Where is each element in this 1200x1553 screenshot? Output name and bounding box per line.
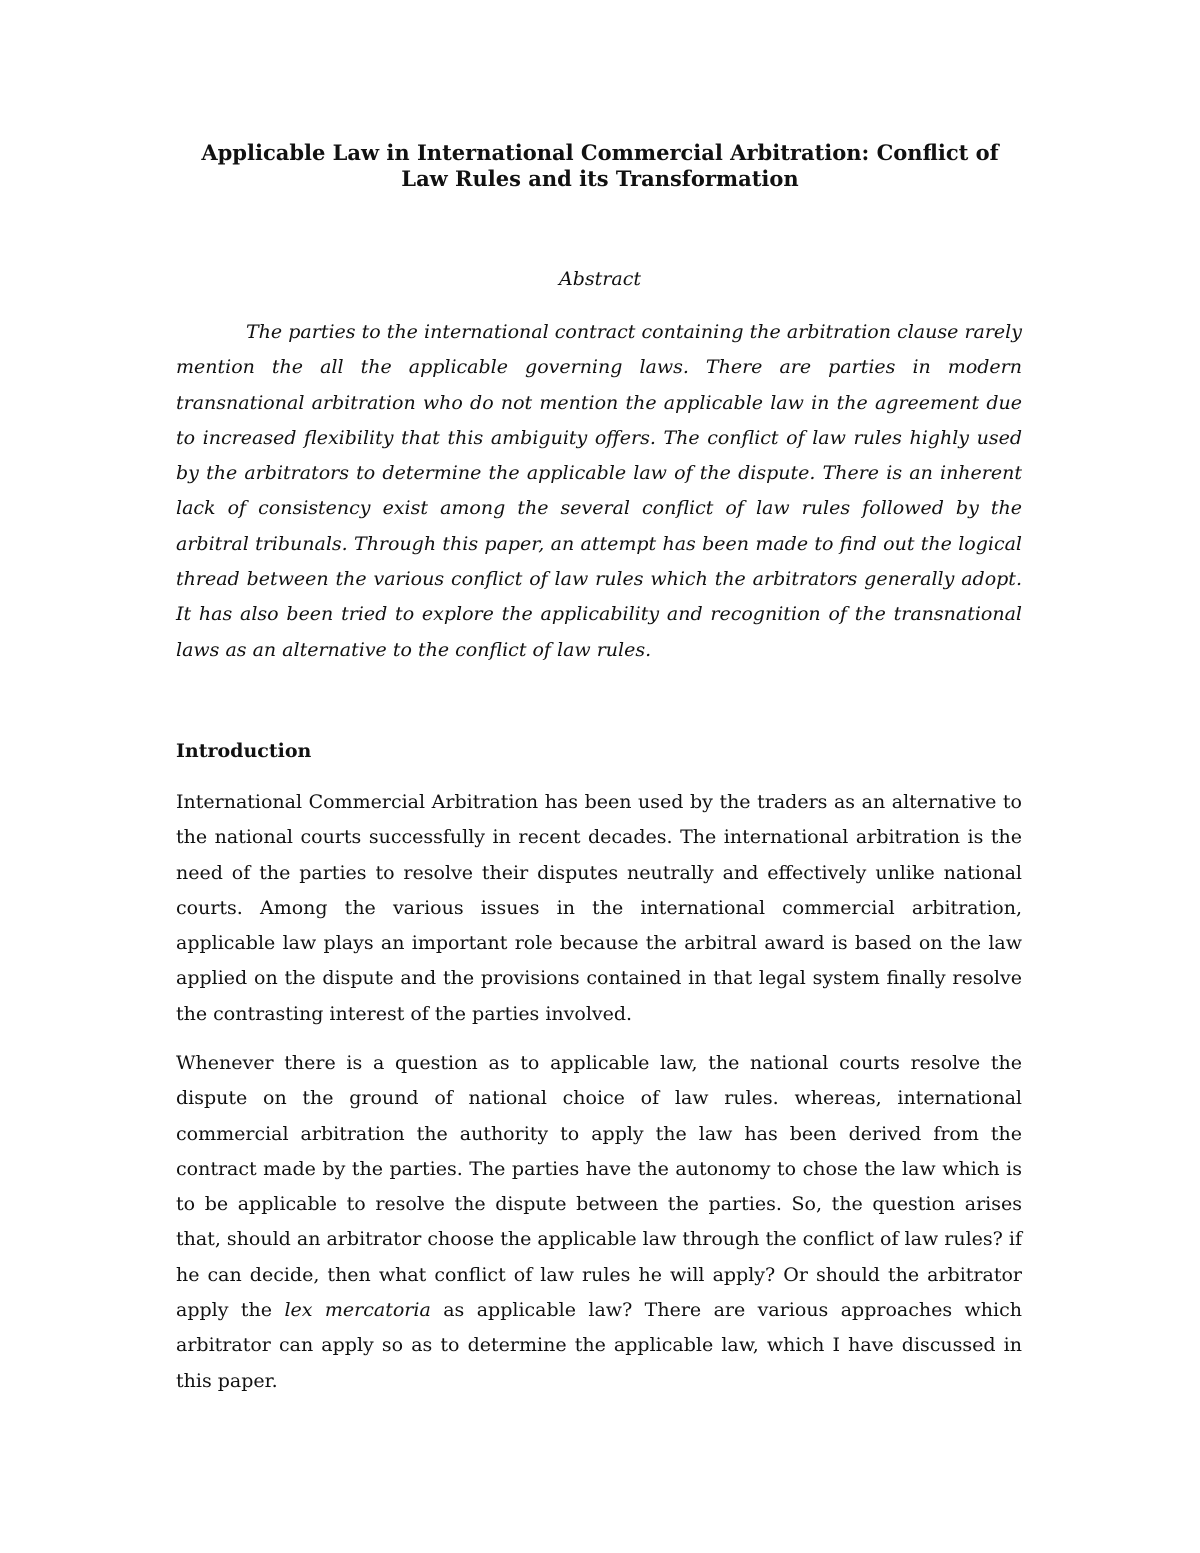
paper-title-line-2: Law Rules and its Transformation	[401, 166, 799, 191]
abstract-heading: Abstract	[559, 268, 641, 290]
lex-mercatoria-term: lex mercatoria	[284, 1299, 431, 1322]
paper-title	[150, 140, 1050, 192]
abstract-text: The parties to the international contract containing the arbitration clause rarely mention the all the applicable governing laws. There are parties in modern transnational arbitration who do not mention the applicable law in the agreement due to increased flexibility that this ambiguity offers. The conflict of law rules highly used by the arbitrators to determine the applicable law of the dispute. There is an inherent lack of consistency exist among the several conflict of law rules followed by the arbitral tribunals. Through this paper, an attempt has been made to find out the logical thread between the various conflict of law rules which the arbitrators generally adopt. It has also been tried to explore the applicability and recognition of the transnational laws as an alternative to the conflict of law rules.	[176, 321, 1022, 661]
paragraph-2-text-before: Whenever there is a question as to applicable law, the national courts resolve the dispute on the ground of national choice of law rules. whereas, international commercial arbitration the authority to apply the law has been derived from the contract made by the parties. The parties have the autonomy to chose the law which is to be applicable to resolve the dispute between the parties. So, the question arises that, should an arbitrator choose the applicable law through the conflict of law rules? if he can decide, then what conflict of law rules he will apply? Or should the arbitrator apply the	[176, 1052, 1022, 1322]
paper-title-line-1: Applicable Law in International Commercial Arbitration: Conflict of	[201, 140, 999, 165]
introduction-heading: Introduction	[176, 740, 312, 762]
paragraph-2-text-after: as applicable law? There are various approaches which arbitrator can apply so as to determine the applicable law, which I have discussed in this paper.	[176, 1299, 1022, 1392]
introduction-paragraph-2	[176, 1046, 1022, 1399]
introduction-paragraph-1: International Commercial Arbitration has been used by the traders as an alternative to the national courts successfully in recent decades. The international arbitration is the need of the parties to resolve their disputes neutrally and effectively unlike national courts. Among the various issues in the international commercial arbitration, applicable law plays an important role because the arbitral award is based on the law applied on the dispute and the provisions contained in that legal system finally resolve the contrasting interest of the parties involved.	[176, 791, 1022, 1025]
